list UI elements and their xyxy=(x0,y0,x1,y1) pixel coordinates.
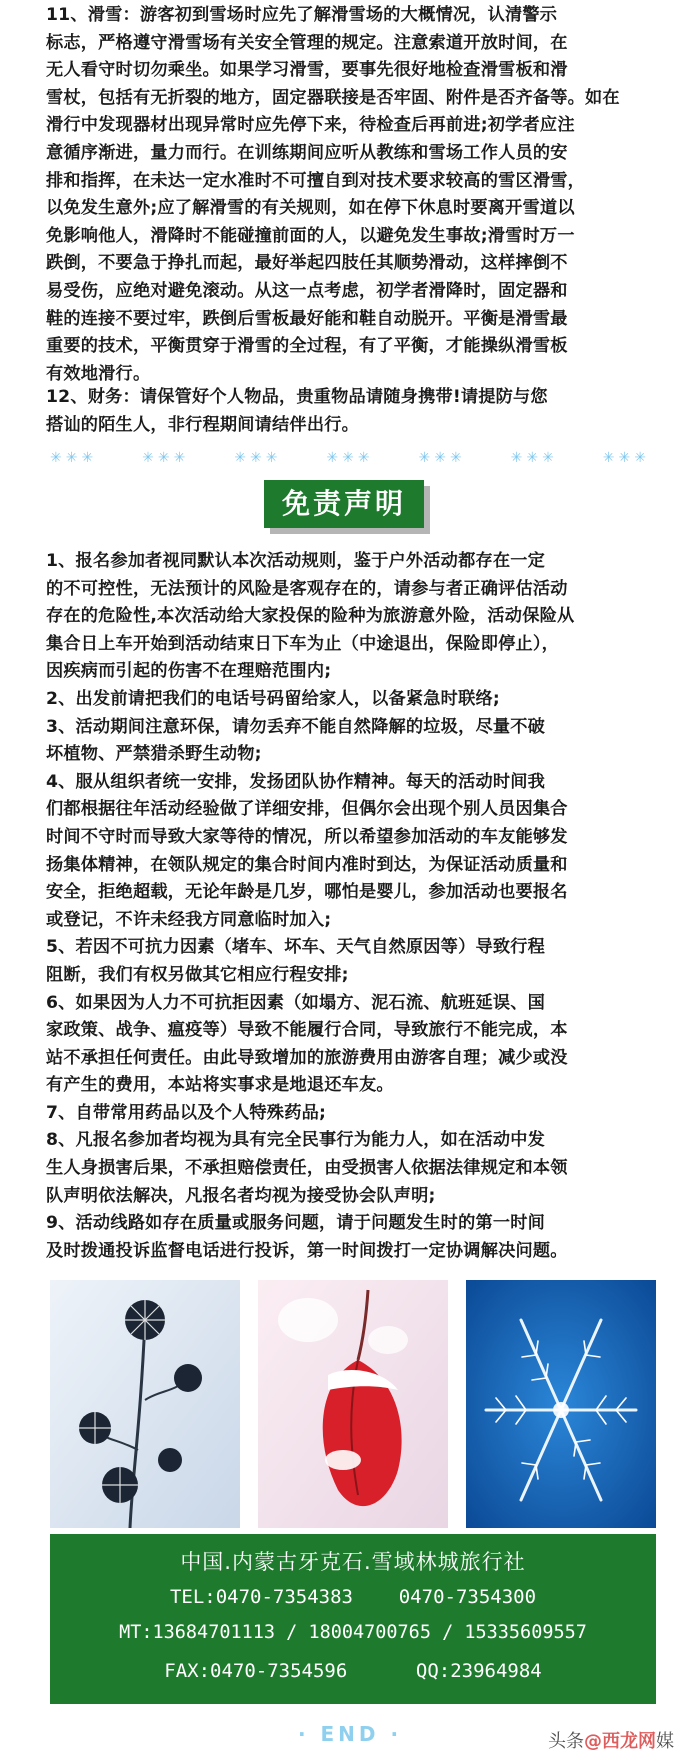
watermark-prefix: 头条 xyxy=(548,1731,584,1752)
snowflake-icon: ✳✳✳ xyxy=(326,450,374,466)
ski-text-line: 跌倒，不要急于挣扎而起，最好举起四肢任其顺势滑动，这样摔倒不 xyxy=(46,253,568,274)
disclaimer-text-line: 集合日上车开始到活动结束日下车为止（中途退出，保险即停止）， xyxy=(46,633,560,654)
disclaimer-text-line: 及时拨通投诉监督电话进行投诉，第一时间拨打一定协调解决问题。 xyxy=(46,1240,568,1261)
disclaimer-text-line: 1、报名参加者视同默认本次活动规则，鉴于户外活动都存在一定 xyxy=(46,551,546,571)
disclaimer-text-line: 或登记，不许未经我方同意临时加入; xyxy=(46,909,332,930)
disclaimer-text-line: 9、活动线路如存在质量或服务问题，请于问题发生时的第一时间 xyxy=(46,1213,546,1234)
ice-crystal-photo xyxy=(466,1280,656,1528)
ski-text-line: 以免发生意外;应了解滑雪的有关规则，如在停下休息时要离开雪道以 xyxy=(46,198,575,219)
disclaimer-text-line: 扬集体精神，在领队规定的集合时间内准时到达，为保证活动质量和 xyxy=(46,854,568,875)
fax-and-qq: FAX:0470-7354596 QQ:23964984 xyxy=(164,1660,542,1682)
disclaimer-text-line: 有产生的费用，本站将实事求是地退还车友。 xyxy=(46,1075,394,1096)
ski-text-line: 重要的技术，平衡贯穿于滑雪的全过程，有了平衡，才能操纵滑雪板 xyxy=(46,336,568,357)
ice-crystal-image xyxy=(466,1280,656,1528)
disclaimer-list xyxy=(46,548,656,1265)
disclaimer-text-line: 家政策、战争、瘟疫等）导致不能履行合同，导致旅行不能完成，本 xyxy=(46,1020,568,1041)
disclaimer-text-line: 时间不守时而导致大家等待的情况，所以希望参加活动的车友能够发 xyxy=(46,826,568,847)
mobile-numbers: MT:13684701113 / 18004700765 / 15335609557 xyxy=(119,1622,587,1643)
snowflake-icon: ✳✳✳ xyxy=(50,450,98,466)
disclaimer-text-line: 4、服从组织者统一安排，发扬团队协作精神。每天的活动时间我 xyxy=(46,771,546,792)
source-watermark xyxy=(548,1727,674,1753)
disclaimer-text-line: 2、出发前请把我们的电话号码留给家人，以备紧急时联络; xyxy=(46,688,500,709)
telephone-numbers: TEL:0470-7354383 0470-7354300 xyxy=(169,1586,537,1608)
disclaimer-text-line: 6、如果因为人力不可抗拒因素（如塌方、泥石流、航班延误、国 xyxy=(46,992,546,1013)
watermark-suffix: 媒 xyxy=(656,1731,674,1752)
watermark-logo: @西龙网 xyxy=(584,1731,656,1752)
disclaimer-text-line: 阻断，我们有权另做其它相应行程安排; xyxy=(46,964,349,985)
snowflake-divider xyxy=(50,448,650,468)
ski-text-line: 11、滑雪：游客初到雪场时应先了解滑雪场的大概情况，认清警示 xyxy=(46,5,558,25)
ski-text-line: 标志，严格遵守滑雪场有关安全管理的规定。注意索道开放时间，在 xyxy=(46,32,568,53)
ski-text-line: 雪杖，包括有无折裂的地方，固定器联接是否牢固、附件是否齐备等。如在 xyxy=(46,87,620,108)
frosted-thistle-image xyxy=(50,1280,240,1528)
disclaimer-text-line: 7、自带常用药品以及个人特殊药品; xyxy=(46,1102,327,1123)
disclaimer-text-line: 生人身损害后果，不承担赔偿责任，由受损害人依据法律规定和本领 xyxy=(46,1158,568,1179)
ski-text-line: 无人看守时切勿乘坐。如果学习滑雪，要事先很好地检查滑雪板和滑 xyxy=(46,60,568,81)
red-leaf-image xyxy=(258,1280,448,1528)
disclaimer-text-line: 站不承担任何责任。由此导致增加的旅游费用由游客自理；减少或没 xyxy=(46,1047,568,1068)
disclaimer-text-line: 3、活动期间注意环保，请勿丢弃不能自然降解的垃圾，尽量不破 xyxy=(46,716,546,737)
disclaimer-text-line: 坏植物、严禁猎杀野生动物; xyxy=(46,744,262,765)
end-mark: · END · xyxy=(297,1722,403,1746)
finance-text-line: 搭讪的陌生人，非行程期间请结伴出行。 xyxy=(46,414,359,435)
red-leaf-photo xyxy=(258,1280,448,1528)
disclaimer-title: 免责声明 xyxy=(264,480,424,528)
disclaimer-text-line: 因疾病而引起的伤害不在理赔范围内; xyxy=(46,661,332,682)
snowflake-icon: ✳✳✳ xyxy=(142,450,190,466)
ski-safety-paragraph xyxy=(46,2,656,388)
snowflake-icon: ✳✳✳ xyxy=(510,450,558,466)
disclaimer-text-line: 存在的危险性,本次活动给大家投保的险种为旅游意外险，活动保险从 xyxy=(46,606,575,627)
disclaimer-text-line: 队声明依法解决，凡报名者均视为接受协会队声明; xyxy=(46,1185,436,1206)
snowflake-icon: ✳✳✳ xyxy=(602,450,650,466)
disclaimer-text-line: 安全，拒绝超载，无论年龄是几岁，哪怕是婴儿，参加活动也要报名 xyxy=(46,882,568,903)
ski-text-line: 鞋的连接不要过牢，跌倒后雪板最好能和鞋自动脱开。平衡是滑雪最 xyxy=(46,308,568,329)
finance-text-line: 12、财务：请保管好个人物品，贵重物品请随身携带!请提防与您 xyxy=(46,387,548,407)
disclaimer-text-line: 5、若因不可抗力因素（堵车、坏车、天气自然原因等）导致行程 xyxy=(46,937,546,958)
frosted-thistle-photo xyxy=(50,1280,240,1528)
finance-paragraph xyxy=(46,384,656,439)
contact-panel xyxy=(50,1534,656,1704)
disclaimer-heading xyxy=(264,480,434,536)
winter-photo-strip xyxy=(50,1280,656,1528)
agency-name: 中国.内蒙古牙克石.雪域林城旅行社 xyxy=(180,1550,526,1574)
ski-text-line: 免影响他人，滑降时不能碰撞前面的人，以避免发生事故;滑雪时万一 xyxy=(46,225,575,246)
ski-text-line: 排和指挥，在未达一定水准时不可擅自到对技术要求较高的雪区滑雪， xyxy=(46,170,586,191)
ski-text-line: 有效地滑行。 xyxy=(46,363,151,384)
snowflake-icon: ✳✳✳ xyxy=(234,450,282,466)
disclaimer-text-line: 的不可控性，无法预计的风险是客观存在的，请参与者正确评估活动 xyxy=(46,578,568,599)
ski-text-line: 意循序渐进，量力而行。在训练期间应听从教练和雪场工作人员的安 xyxy=(46,142,568,163)
disclaimer-text-line: 8、凡报名参加者均视为具有完全民事行为能力人，如在活动中发 xyxy=(46,1130,546,1151)
ski-text-line: 易受伤，应绝对避免滚动。从这一点考虑，初学者滑降时，固定器和 xyxy=(46,280,568,301)
snowflake-icon: ✳✳✳ xyxy=(418,450,466,466)
disclaimer-text-line: 们都根据往年活动经验做了详细安排，但偶尔会出现个别人员因集合 xyxy=(46,799,568,820)
ski-text-line: 滑行中发现器材出现异常时应先停下来，待检查后再前进;初学者应注 xyxy=(46,115,575,136)
